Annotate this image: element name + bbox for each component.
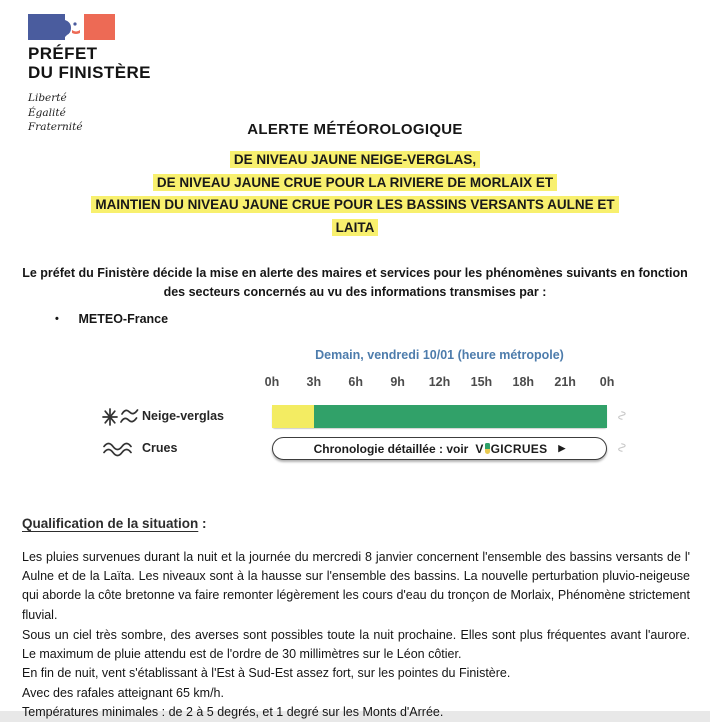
neige-verglas-bar: [272, 405, 607, 428]
french-flag-icon: [28, 14, 116, 41]
hour-tick: 3h: [306, 375, 322, 389]
forecast-day-title: Demain, vendredi 10/01 (heure métropole): [315, 348, 564, 362]
situation-paragraph-2: [22, 626, 690, 722]
chronology-button-text: Chronologie détaillée : voir: [313, 441, 469, 456]
play-arrow-icon: ▶: [558, 443, 566, 453]
vigilance-forecast-widget: [0, 344, 710, 474]
hour-tick: 9h: [390, 375, 405, 389]
forecast-row-neige-verglas: [0, 405, 710, 429]
forecast-row-crues: [0, 437, 710, 461]
section-heading: Qualification de la situation :: [22, 516, 207, 531]
hour-scale: [251, 375, 628, 389]
vigilance-segment-vert: [314, 405, 607, 428]
bullet-icon: •: [55, 313, 59, 325]
hour-tick: 21h: [554, 375, 576, 389]
intro-paragraph: Le préfet du Finistère décide la mise en alerte des maires et services pour les phénomènes suivants en fonction des secteurs concernés au vu des informations transmises par :: [22, 266, 688, 299]
vigicrues-drop-icon: [485, 443, 490, 454]
prefecture-name-line1: PRÉFET: [28, 44, 98, 63]
vigicrues-brand: V GICRUES: [475, 441, 548, 456]
alert-line: DE NIVEAU JAUNE NEIGE-VERGLAS,: [230, 151, 480, 168]
bar-continues-icon: ∿: [614, 441, 631, 454]
alert-line: MAINTIEN DU NIVEAU JAUNE CRUE POUR LES BASSINS VERSANTS AULNE ET: [91, 196, 618, 213]
snowflake-ice-icon: [102, 406, 138, 432]
hour-tick: 15h: [470, 375, 493, 389]
row-label-crues: Crues: [142, 441, 178, 455]
hour-tick: 6h: [348, 375, 364, 389]
row-label-neige-verglas: Neige-verglas: [142, 409, 224, 423]
paragraph-line: Avec des rafales atteignant 65 km/h.: [22, 685, 224, 700]
paragraph-line: En fin de nuit, vent s'établissant à l'Est à Sud-Est assez fort, sur les pointes du Finistère.: [22, 666, 511, 681]
bar-continues-icon: ∿: [614, 409, 631, 422]
document-title: ALERTE MÉTÉOROLOGIQUE: [247, 121, 463, 138]
alert-level-block: [0, 149, 710, 239]
hour-tick: 0h: [264, 375, 280, 389]
waves-icon: [102, 441, 138, 461]
paragraph-line: Températures minimales : de 2 à 5 degrés, et 1 degré sur les Monts d'Arrée.: [22, 704, 444, 719]
vigilance-segment-jaune: [272, 405, 314, 428]
situation-paragraph-1: Les pluies survenues durant la nuit et la journée du mercredi 8 janvier concernent l'ensemble des bassins versants de l' Aulne et de la Laïta. Les niveaux sont à la hausse sur l'ensemble des bassins. La nouvelle perturbation pluvio-neigeuse qui aborde la côte bretonne va faire remonter légèrement les cours d'eau du tronçon de Morlaix, Phénomène strictement fluvial.: [22, 550, 690, 622]
hour-tick: 0h: [599, 375, 615, 389]
source-label: METEO-France: [78, 312, 169, 326]
vigicrues-chronology-button[interactable]: [272, 437, 607, 460]
hour-tick: 12h: [428, 375, 451, 389]
source-bullet-item: [55, 312, 168, 326]
republic-motto: Liberté Égalité Fraternité: [28, 92, 83, 133]
paragraph-line: Sous un ciel très sombre, des averses sont possibles toute la nuit prochaine. Elles sont plus fréquentes avant l'aurore. Le maximum de pluie attendu est de l'ordre de 30 millimètres sur le Léon côtier.: [22, 628, 690, 662]
alert-line: LAITA: [332, 219, 379, 236]
prefecture-name-line2: DU FINISTÈRE: [28, 63, 151, 82]
hour-tick: 18h: [512, 375, 535, 389]
prefecture-logo: [28, 14, 151, 135]
alert-line: DE NIVEAU JAUNE CRUE POUR LA RIVIERE DE MORLAIX ET: [153, 174, 557, 191]
